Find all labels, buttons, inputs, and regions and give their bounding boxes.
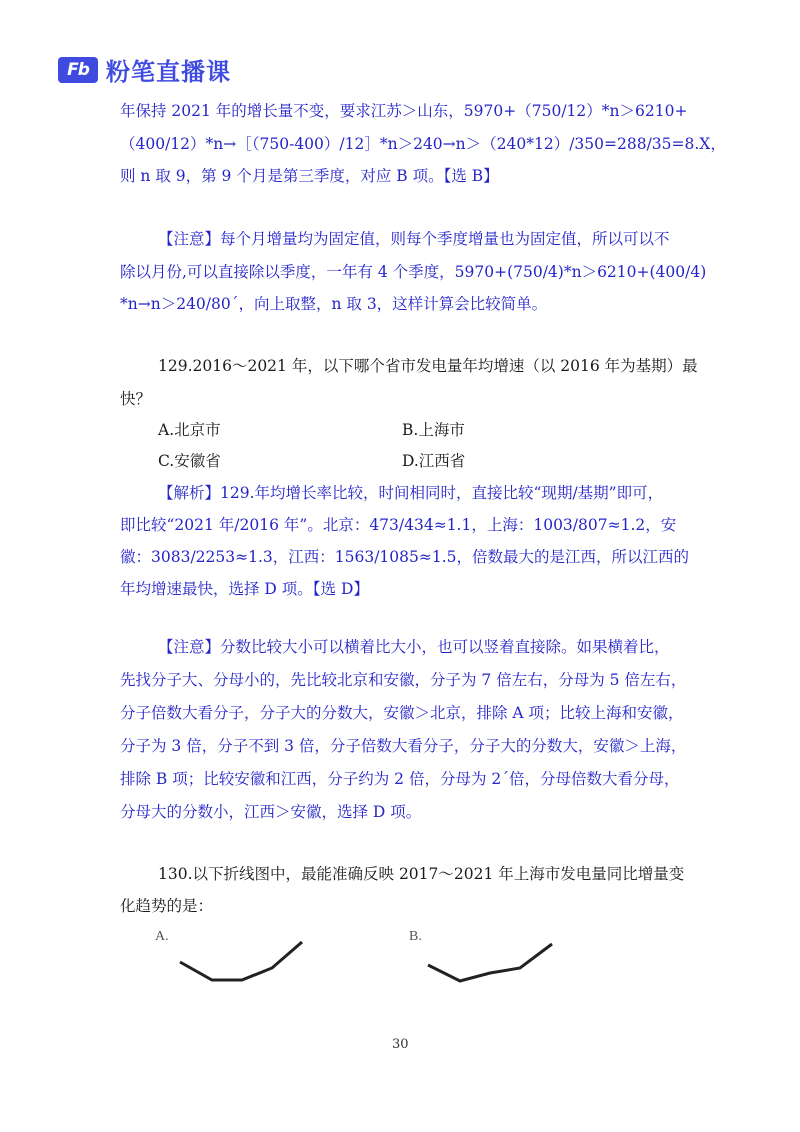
logo-icon: Fb [58,57,98,83]
note-line: 排除 B 项；比较安徽和江西，分子约为 2 倍，分母为 2ˊ倍，分母倍数大看分母， [120,770,680,788]
note-line: 【注意】分数比较大小可以横着比大小，也可以竖着直接除。如果横着比， [158,638,670,656]
option-a: A.北京市 [158,421,221,439]
note-line: 分子为 3 倍，分子不到 3 倍，分子倍数大看分子，分子大的分数大，安徽＞上海， [120,737,687,755]
chart-option-b-label: B. [409,929,422,944]
option-d: D.江西省 [402,452,466,470]
line-chart-option-a [170,930,320,990]
note-line: 除以月份,可以直接除以季度，一年有 4 个季度，5970+(750/4)*n＞6210+(400/4) [120,263,707,281]
answer-line: 年均增速最快，选择 D 项。【选 D】 [120,580,369,598]
note-line: 分子倍数大看分子，分子大的分数大，安徽＞北京，排除 A 项；比较上海和安徽， [120,704,684,722]
answer-line: 则 n 取 9，第 9 个月是第三季度，对应 B 项。【选 B】 [120,167,499,185]
answer-line: 【解析】129.年均增长率比较，时间相同时，直接比较“现期/基期”即可， [158,484,664,502]
note-line: 【注意】每个月增量均为固定值，则每个季度增量也为固定值，所以可以不 [158,230,670,248]
page-number: 30 [392,1037,409,1052]
option-c: C.安徽省 [158,452,221,470]
question-130-text: 化趋势的是： [120,897,214,915]
question-129-text: 129.2016～2021 年，以下哪个省市发电量年均增速（以 2016 年为基期）最 [158,357,698,375]
chart-option-a-label: A. [155,929,169,944]
question-129-text: 快？ [120,390,152,408]
brand-header [58,52,231,87]
trend-line-a [180,942,302,980]
answer-line: 即比较“2021 年/2016 年”。北京：473/434≈1.1，上海：1003/807≈1.2，安 [120,516,677,534]
line-chart-option-b [420,930,570,990]
trend-line-b [428,944,552,981]
note-line: *n→n＞240/80ˊ，向上取整，n 取 3，这样计算会比较简单。 [120,295,548,313]
option-b: B.上海市 [402,421,465,439]
answer-line: 徽：3083/2253≈1.3，江西：1563/1085≈1.5，倍数最大的是江西，所以江西的 [120,548,690,566]
note-line: 分母大的分数小，江西＞安徽，选择 D 项。 [120,803,422,821]
note-line: 先找分子大、分母小的，先比较北京和安徽，分子为 7 倍左右，分母为 5 倍左右， [120,671,687,689]
answer-line: （400/12）*n→［（750-400）/12］*n＞240→n＞（240*12）/350=288/35=8.X， [120,135,726,153]
question-130-text: 130.以下折线图中，最能准确反映 2017～2021 年上海市发电量同比增量变 [158,865,685,883]
answer-line: 年保持 2021 年的增长量不变，要求江苏＞山东，5970+（750/12）*n＞6210+ [120,102,688,120]
brand-name: 粉笔直播课 [106,58,231,86]
